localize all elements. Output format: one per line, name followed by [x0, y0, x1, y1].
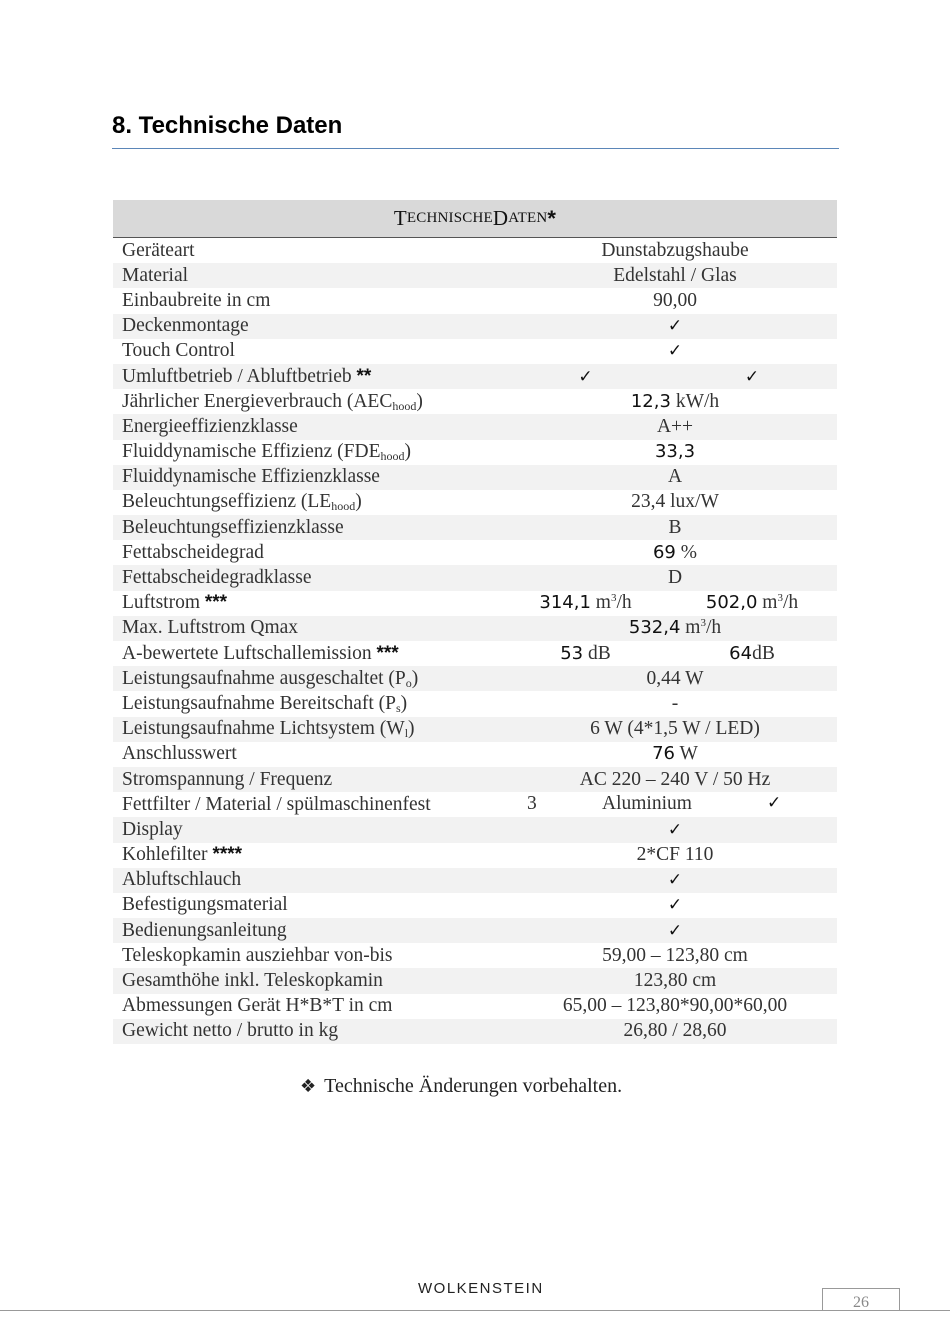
table-row: [113, 868, 837, 893]
checkmark-icon: ✓: [667, 920, 683, 941]
row-label: [113, 844, 543, 866]
row-value: [543, 920, 837, 942]
table-row: [113, 490, 837, 515]
table-row: [113, 994, 837, 1019]
table-row: [113, 616, 837, 641]
value-a-superscript: 3: [610, 592, 617, 605]
row-value: [543, 769, 837, 791]
row-label-subscript: s: [396, 700, 401, 715]
table-row: [113, 263, 837, 288]
table-row: [113, 666, 837, 691]
row-label: [113, 643, 492, 665]
value-text: 0,44 W: [646, 667, 704, 689]
value-a-unit: dB: [583, 642, 611, 664]
table-header: [113, 200, 837, 238]
diamond-bullet-icon: ❖: [300, 1076, 317, 1097]
row-value: [543, 416, 837, 438]
value-b-number: 502,0: [705, 592, 758, 614]
value-left: [504, 366, 667, 388]
table-row: [113, 339, 837, 364]
row-label-text: Max. Luftstrom Qmax: [122, 617, 299, 639]
row-label: [113, 693, 543, 715]
table-row: [113, 565, 837, 590]
row-label: [113, 920, 543, 942]
value-number: 69: [652, 541, 676, 563]
value-number: 76: [652, 743, 675, 765]
row-label: [113, 970, 543, 992]
row-value: [543, 844, 837, 866]
value-count: 3: [527, 792, 537, 814]
row-label-end: ): [408, 718, 415, 740]
table-row: [113, 238, 837, 263]
value-text: 65,00 – 123,80*90,00*60,00: [562, 995, 788, 1017]
row-label-subscript: l: [404, 726, 409, 741]
value-b-superscript: 3: [777, 592, 783, 605]
value-unit: m: [680, 617, 701, 639]
footnote-stars: ****: [212, 844, 243, 866]
footnote: [300, 1075, 622, 1098]
value-superscript: 3: [700, 617, 706, 630]
checkmark-icon: ✓: [667, 870, 683, 891]
page-title: 8. Technische Daten: [112, 112, 343, 139]
value-text: A++: [656, 415, 694, 437]
row-label: [113, 315, 543, 337]
value-a-end: /h: [616, 592, 632, 614]
row-label-text: Einbaubreite in cm: [122, 289, 271, 311]
page-number: 26: [822, 1288, 900, 1311]
row-label-text: Leistungsaufnahme Lichtsystem (W: [122, 718, 405, 740]
table-row: [113, 893, 837, 918]
value-text: AC 220 – 240 V / 50 Hz: [579, 768, 771, 790]
row-label-text: Deckenmontage: [122, 315, 249, 337]
row-label-text: Beleuchtungseffizienz (LE: [122, 491, 332, 513]
value-text: 123,80 cm: [633, 970, 717, 992]
table-row: [113, 389, 837, 414]
row-label-text: Fettabscheidegradklasse: [122, 567, 312, 589]
value-number: 12,3: [630, 390, 671, 412]
row-label-text: Material: [122, 264, 189, 286]
footnote-text: Technische Änderungen vorbehalten.: [324, 1075, 623, 1097]
row-label-text: Leistungsaufnahme ausgeschaltet (P: [122, 667, 406, 689]
row-label: [113, 567, 543, 589]
table-row: [113, 414, 837, 439]
table-row: [113, 465, 837, 490]
row-label-end: ): [416, 390, 423, 412]
spec-table: [113, 200, 837, 1044]
row-label-text: Fettabscheidegrad: [122, 541, 264, 563]
row-value: [543, 315, 837, 337]
value-text: 6 W (4*1,5 W / LED): [590, 718, 760, 740]
row-label-subscript: hood: [380, 449, 405, 464]
value-text: 90,00: [653, 289, 697, 311]
row-label-subscript: hood: [392, 398, 417, 413]
value-text: Edelstahl / Glas: [613, 264, 737, 286]
row-label: [113, 869, 543, 891]
table-row: [113, 591, 837, 616]
value-text: B: [668, 516, 682, 538]
table-row: [113, 288, 837, 313]
row-label: [113, 718, 543, 740]
row-label-text: Fluiddynamische Effizienz (FDE: [122, 441, 381, 463]
row-value: [543, 617, 837, 639]
row-label: [113, 542, 543, 564]
table-row: [113, 968, 837, 993]
row-value: [543, 945, 837, 967]
row-label-text: Luftstrom: [122, 592, 200, 614]
row-label-text: Kohlefilter: [122, 844, 208, 866]
row-label: [113, 945, 543, 967]
value-number: 33,3: [654, 441, 696, 463]
header-letter-d: D: [492, 206, 509, 230]
footnote-stars: ***: [204, 592, 228, 614]
row-label-text: Leistungsaufnahme Bereitschaft (P: [122, 692, 396, 714]
checkmark-icon: ✓: [767, 792, 782, 813]
row-label: [113, 416, 543, 438]
table-row: [113, 515, 837, 540]
value-b-unit: m: [757, 592, 778, 614]
row-label: [113, 743, 543, 765]
value-right: [667, 366, 837, 388]
value-text: 59,00 – 123,80 cm: [602, 944, 748, 966]
table-row: [113, 943, 837, 968]
table-row: [113, 314, 837, 339]
table-row: [113, 641, 837, 666]
row-label-end: ): [411, 667, 419, 689]
row-value: [543, 240, 837, 262]
row-label-text: Fettfilter / Material / spülmaschinenfest: [122, 793, 431, 815]
table-row: [113, 1019, 837, 1044]
value-end: /h: [705, 617, 722, 639]
row-label-text: Gewicht netto / brutto in kg: [122, 1020, 339, 1042]
value-a-number: 53: [560, 642, 584, 664]
value-text: 2*CF 110: [636, 844, 714, 866]
row-label: [113, 466, 543, 488]
value-text: Dunstabzugshaube: [601, 239, 749, 261]
row-label-text: Touch Control: [122, 340, 235, 362]
row-label-text: A-bewertete Luftschallemission: [122, 642, 372, 664]
row-value: [492, 592, 837, 614]
row-value: [543, 265, 837, 287]
row-value: [543, 869, 837, 891]
value-text: D: [667, 567, 683, 589]
row-value: [543, 995, 837, 1017]
row-value: [543, 491, 837, 513]
row-value: [543, 466, 837, 488]
table-body: [113, 238, 837, 1044]
row-label: [113, 366, 492, 388]
table-row: [113, 792, 837, 817]
row-label: [113, 1020, 543, 1042]
row-value: [543, 743, 837, 765]
row-value: [492, 366, 837, 388]
row-label-text: Teleskopkamin ausziehbar von-bis: [122, 944, 393, 966]
table-row: [113, 767, 837, 792]
value-unit: %: [675, 541, 698, 563]
footnote-stars: **: [356, 365, 372, 387]
header-part-1: ECHNISCHE: [406, 210, 493, 226]
row-label: [113, 794, 543, 816]
value-a-number: 314,1: [539, 592, 591, 614]
row-label-text: Anschlusswert: [122, 743, 237, 765]
row-label-end: ): [400, 692, 408, 714]
row-label: [113, 240, 543, 262]
value-b-unit: dB: [752, 642, 775, 664]
value-text: -: [671, 692, 679, 714]
row-label: [113, 491, 543, 513]
row-value: [543, 441, 837, 463]
row-value: [543, 894, 837, 916]
value-right: [667, 592, 837, 614]
footnote-stars: ***: [376, 642, 399, 664]
row-label-end: ): [404, 441, 411, 463]
row-label: [113, 617, 543, 639]
row-label: [113, 894, 543, 916]
value-b-number: 64: [729, 642, 753, 664]
row-label: [113, 668, 543, 690]
row-label: [113, 517, 543, 539]
row-label-text: Befestigungsmaterial: [122, 894, 288, 916]
value-right: [667, 643, 837, 665]
row-label-text: Beleuchtungseffizienzklasse: [122, 516, 344, 538]
row-label: [113, 290, 543, 312]
value-number: 532,4: [628, 617, 681, 639]
row-label: [113, 592, 492, 614]
table-row: [113, 440, 837, 465]
row-label-text: Stromspannung / Frequenz: [122, 768, 333, 790]
row-label: [113, 340, 543, 362]
row-value: [492, 643, 837, 665]
row-value: [543, 542, 837, 564]
row-value: [543, 970, 837, 992]
row-label-text: Fluiddynamische Effizienzklasse: [122, 466, 380, 488]
row-label-text: Jährlicher Energieverbrauch (AEC: [122, 390, 393, 412]
table-row: [113, 691, 837, 716]
value-a-unit: m: [590, 592, 611, 614]
row-label-subscript: hood: [331, 499, 356, 514]
table-row: [113, 742, 837, 767]
brand-logo: WOLKENSTEIN: [418, 1280, 544, 1297]
checkmark-icon: ✓: [744, 366, 760, 387]
row-label-subscript: o: [405, 675, 412, 690]
header-star: *: [547, 205, 557, 231]
header-part-2: ATEN: [508, 210, 548, 226]
row-value: [543, 290, 837, 312]
row-value: [543, 391, 837, 413]
row-label-text: Gesamthöhe inkl. Teleskopkamin: [122, 970, 383, 992]
footer-divider: [0, 1310, 950, 1311]
value-material: Aluminium: [602, 792, 692, 814]
row-label-text: Umluftbetrieb / Abluftbetrieb: [122, 365, 352, 387]
header-letter-t: T: [393, 206, 407, 230]
row-label: [113, 265, 543, 287]
row-label: [113, 995, 543, 1017]
row-value: [543, 718, 837, 740]
value-text: 23,4 lux/W: [631, 491, 719, 513]
checkmark-icon: ✓: [667, 819, 683, 840]
row-value: [543, 340, 837, 362]
row-label-text: Bedienungsanleitung: [122, 919, 287, 941]
row-value: [543, 819, 837, 841]
checkmark-icon: ✓: [667, 895, 683, 916]
row-value: [543, 693, 837, 715]
value-text: A: [667, 466, 683, 488]
table-row: [113, 540, 837, 565]
row-label-text: Geräteart: [122, 239, 195, 261]
row-label-end: ): [355, 491, 362, 513]
title-divider: [112, 148, 839, 149]
checkmark-icon: ✓: [578, 366, 593, 387]
row-label-text: Abmessungen Gerät H*B*T in cm: [122, 995, 393, 1017]
row-value: [543, 517, 837, 539]
row-label: [113, 441, 543, 463]
value-left: [504, 643, 667, 665]
checkmark-icon: ✓: [667, 316, 683, 337]
row-label: [113, 819, 543, 841]
value-unit: kW/h: [670, 390, 720, 412]
row-label: [113, 391, 543, 413]
row-value: [543, 567, 837, 589]
row-label-text: Display: [122, 818, 183, 840]
value-b-end: /h: [782, 592, 799, 614]
table-row: [113, 364, 837, 389]
table-row: [113, 918, 837, 943]
row-value: [543, 668, 837, 690]
value-text: 26,80 / 28,60: [623, 1020, 727, 1042]
table-row: [113, 843, 837, 868]
row-label-text: Abluftschlauch: [122, 869, 242, 891]
checkmark-icon: ✓: [667, 341, 683, 362]
value-unit: W: [674, 743, 698, 765]
table-row: [113, 717, 837, 742]
row-value: [543, 1020, 837, 1042]
row-label: [113, 769, 543, 791]
value-left: [504, 592, 667, 614]
row-label-text: Energieeffizienzklasse: [122, 415, 298, 437]
table-row: [113, 817, 837, 842]
